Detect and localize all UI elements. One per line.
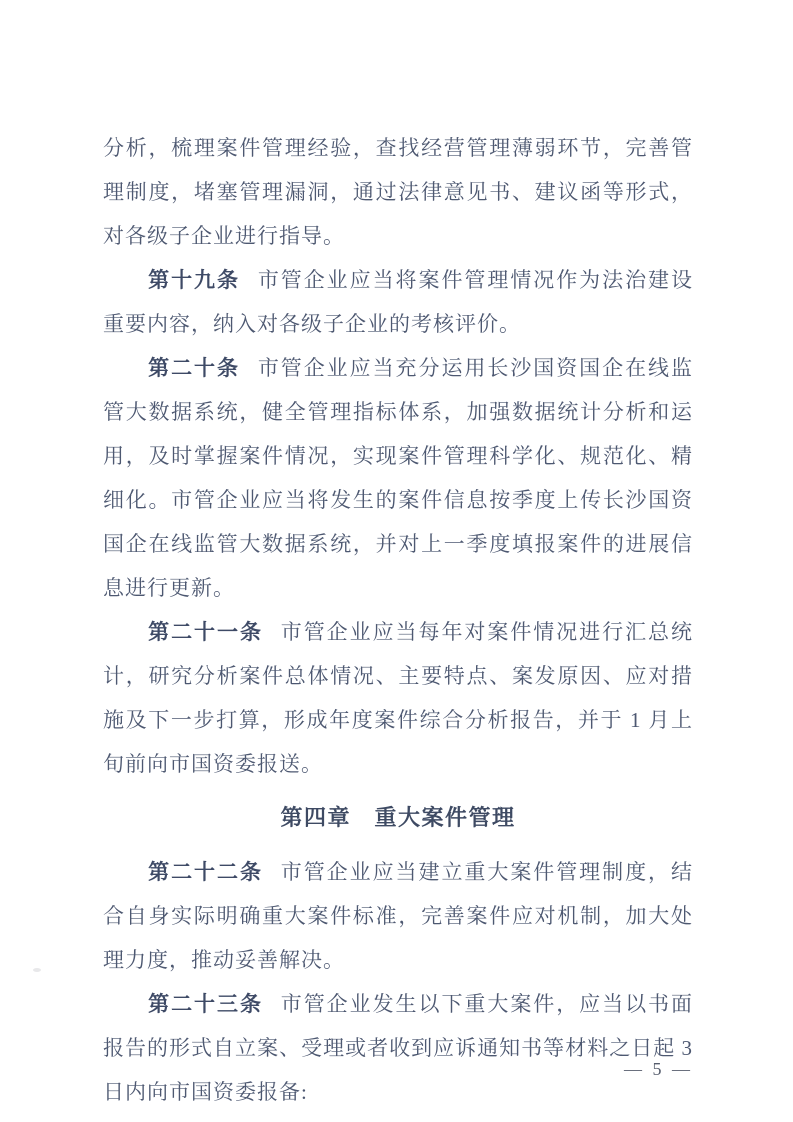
article-number: 第二十一条: [148, 620, 263, 644]
article-number: 第二十条: [148, 356, 240, 380]
article-paragraph: 第二十一条 市管企业应当每年对案件情况进行汇总统计，研究分析案件总体情况、主要特点、案发原因、应对措施及下一步打算，形成年度案件综合分析报告，并于 1 月上旬前向市国资委报送。: [103, 620, 694, 776]
document-body: [103, 126, 693, 1114]
scan-artifact: [33, 968, 41, 972]
article-number: 第二十二条: [148, 860, 263, 884]
article-number: 第二十三条: [148, 992, 263, 1016]
article-number: 第十九条: [148, 268, 240, 292]
continuation-paragraph: 分析，梳理案件管理经验，查找经营管理薄弱环节，完善管理制度，堵塞管理漏洞，通过法律意见书、建议函等形式，对各级子企业进行指导。: [103, 136, 693, 248]
page-number: — 5 —: [624, 1059, 693, 1079]
article-paragraph: 第二十条 市管企业应当充分运用长沙国资国企在线监管大数据系统，健全管理指标体系，加强数据统计分析和运用，及时掌握案件情况，实现案件管理科学化、规范化、精细化。市管企业应当将发生的案件信息按季度上传长沙国资国企在线监管大数据系统，并对上一季度填报案件的进展信息进行更新。: [103, 356, 694, 600]
article-paragraph: 第十九条 市管企业应当将案件管理情况作为法治建设重要内容，纳入对各级子企业的考核评价。: [103, 268, 694, 336]
article-paragraph: 第二十二条 市管企业应当建立重大案件管理制度，结合自身实际明确重大案件标准，完善案件应对机制，加大处理力度，推动妥善解决。: [103, 860, 694, 972]
article-paragraph: 第二十三条 市管企业发生以下重大案件，应当以书面报告的形式自立案、受理或者收到应诉通知书等材料之日起 3 日内向市国资委报备:: [103, 992, 694, 1104]
chapter-heading: 第四章 重大案件管理: [280, 805, 516, 830]
